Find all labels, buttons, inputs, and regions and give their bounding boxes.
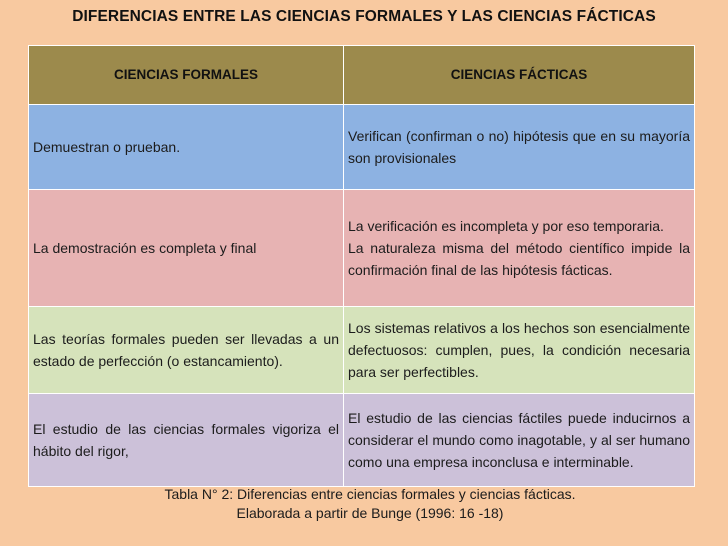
- comparison-table: [28, 45, 695, 487]
- page-title: DIFERENCIAS ENTRE LAS CIENCIAS FORMALES Y LAS CIENCIAS FÁCTICAS: [72, 8, 656, 25]
- cell-formales: Demuestran o prueban.: [29, 105, 344, 190]
- cell-facticas: Verifican (confirman o no) hipótesis que en su mayoría son provisionales: [344, 105, 695, 190]
- cell-facticas: Los sistemas relativos a los hechos son esencialmente defectuosos: cumplen, pues, la condición necesaria para ser perfectibles.: [344, 307, 695, 394]
- table-caption: [0, 485, 728, 523]
- header-ciencias-facticas: CIENCIAS FÁCTICAS: [344, 46, 695, 105]
- table-row: [29, 105, 695, 190]
- caption-line-2: Elaborada a partir de Bunge (1996: 16 -18): [236, 505, 504, 521]
- cell-formales: La demostración es completa y final: [29, 190, 344, 307]
- cell-facticas: El estudio de las ciencias fáctiles puede inducirnos a considerar el mundo como inagotable, y al ser humano como una empresa inconclusa e interminable.: [344, 394, 695, 487]
- cell-formales: Las teorías formales pueden ser llevadas a un estado de perfección (o estancamiento).: [29, 307, 344, 394]
- cell-facticas: [344, 190, 695, 307]
- header-ciencias-formales: CIENCIAS FORMALES: [29, 46, 344, 105]
- table-row: [29, 190, 695, 307]
- table-header-row: [29, 46, 695, 105]
- cell-facticas-paragraph: La naturaleza misma del método científico impide la confirmación final de las hipótesis fácticas.: [348, 240, 690, 278]
- caption-line-1: Tabla N° 2: Diferencias entre ciencias formales y ciencias fácticas.: [164, 486, 576, 502]
- table-row: [29, 307, 695, 394]
- table-row: [29, 394, 695, 487]
- cell-facticas-paragraph: La verificación es incompleta y por eso temporaria.: [348, 218, 664, 234]
- cell-formales: El estudio de las ciencias formales vigoriza el hábito del rigor,: [29, 394, 344, 487]
